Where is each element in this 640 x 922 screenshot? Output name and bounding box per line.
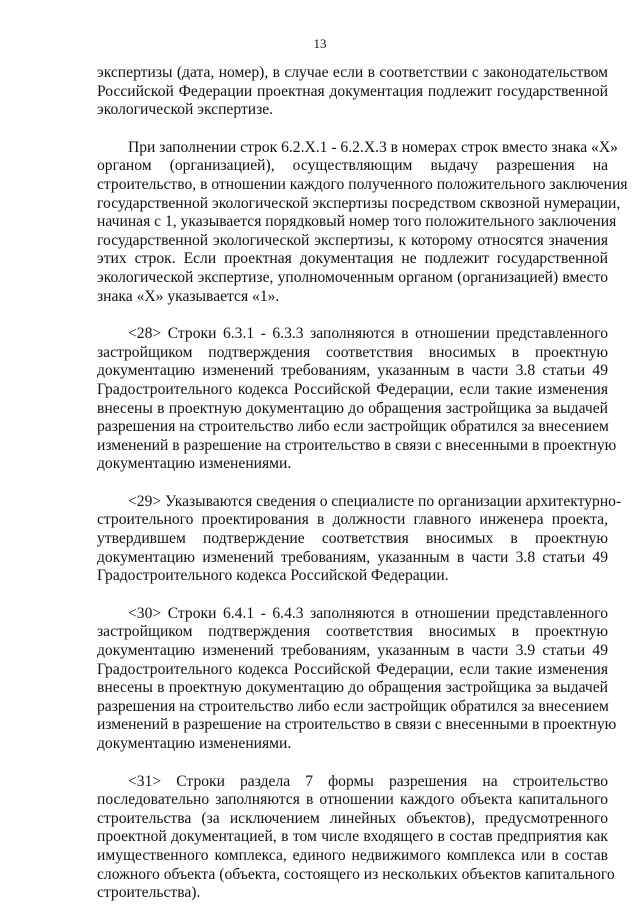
text-line: <31> Строки раздела 7 формы разрешения на строительство	[128, 772, 608, 790]
text-line: имущественного комплекса, единого недвижимого комплекса или в состав	[97, 846, 608, 864]
text-line: строительства).	[97, 884, 201, 902]
text-line: последовательно заполняются в отношении каждого объекта капитального	[97, 791, 608, 809]
text-line: органом (организацией), осуществляющим выдачу разрешения на	[97, 157, 608, 175]
text-line: экологической экспертизе, уполномоченным органом (организацией) вместо	[97, 268, 608, 286]
text-line: строительства (за исключением линейных объектов), предусмотренного	[97, 809, 608, 827]
text-line: изменений в разрешение на строительство в связи с внесенными в проектную	[97, 716, 617, 734]
text-line: этих строк. Если проектная документация не подлежит государственной	[97, 250, 608, 268]
text-line: документацию изменениями.	[97, 735, 292, 752]
text-line: Градостроительного кодекса Российской Федерации, если такие изменения	[97, 380, 608, 398]
text-line: документацию изменениями.	[97, 455, 292, 473]
text-line: экологической экспертизе.	[97, 101, 274, 119]
text-line: утвердившем подтверждение соответствия вносимых в проектную	[97, 530, 608, 548]
page-number: 13	[313, 36, 327, 51]
text-line: изменений в разрешение на строительство в связи с внесенными в проектную	[97, 436, 617, 454]
text-line: документацию изменений требованиям, указанным в части 3.9 статьи 49	[97, 642, 608, 660]
text-line: экспертизы (дата, номер), в случае если в соответствии с законодательством	[97, 64, 608, 81]
text-line: внесены в проектную документацию до обращения застройщика за выдачей	[97, 399, 608, 417]
text-line: документацию изменений требованиям, указанным в части 3.8 статьи 49	[97, 548, 608, 566]
text-line: <30> Строки 6.4.1 - 6.4.3 заполняются в отношении представленного	[128, 604, 608, 622]
paragraph-p0	[97, 64, 608, 120]
paragraph-p5	[97, 772, 615, 903]
text-line: внесены в проектную документацию до обращения застройщика за выдачей	[97, 679, 608, 697]
text-line: документацию изменений требованиям, указанным в части 3.8 статьи 49	[97, 362, 608, 380]
text-line: знака «Х» указывается «1».	[97, 287, 280, 305]
paragraph-p4	[97, 604, 617, 754]
text-line: сложного объекта (объекта, состоящего из нескольких объектов капитального	[97, 865, 615, 883]
text-line: застройщиком подтверждения соответствия вносимых в проектную	[97, 623, 608, 641]
text-line: начиная с 1, указывается порядковый номер того положительного заключения	[97, 213, 617, 231]
text-line: строительство, в отношении каждого полученного положительного заключения	[97, 175, 628, 193]
paragraph-p3	[97, 492, 622, 586]
text-line: Градостроительного кодекса Российской Федерации.	[97, 567, 449, 585]
document-body	[97, 64, 628, 922]
text-line: строительного проектирования в должности главного инженера проекта,	[97, 511, 608, 529]
text-line: государственной экологической экспертизы, к которому относятся значения	[97, 231, 608, 249]
paragraph-p2	[97, 325, 617, 474]
text-line: государственной экологической экспертизы посредством сквозной нумерации,	[97, 194, 621, 212]
text-line: проектной документацией, в том числе входящего в состав предприятия как	[97, 828, 608, 846]
text-line: разрешения на строительство либо если застройщик обратился за внесением	[97, 697, 609, 715]
text-line: Градостроительного кодекса Российской Федерации, если такие изменения	[97, 660, 608, 678]
text-line: Российской Федерации проектная документация подлежит государственной	[97, 82, 608, 100]
text-line: <28> Строки 6.3.1 - 6.3.3 заполняются в отношении представленного	[128, 325, 608, 343]
paragraph-p1	[97, 138, 628, 306]
text-line: <29> Указываются сведения о специалисте по организации архитектурно-	[128, 492, 622, 510]
text-line: При заполнении строк 6.2.Х.1 - 6.2.Х.3 в номерах строк вместо знака «Х»	[128, 138, 618, 156]
text-line: разрешения на строительство либо если застройщик обратился за внесением	[97, 418, 609, 436]
text-line: застройщиком подтверждения соответствия вносимых в проектную	[97, 343, 608, 361]
